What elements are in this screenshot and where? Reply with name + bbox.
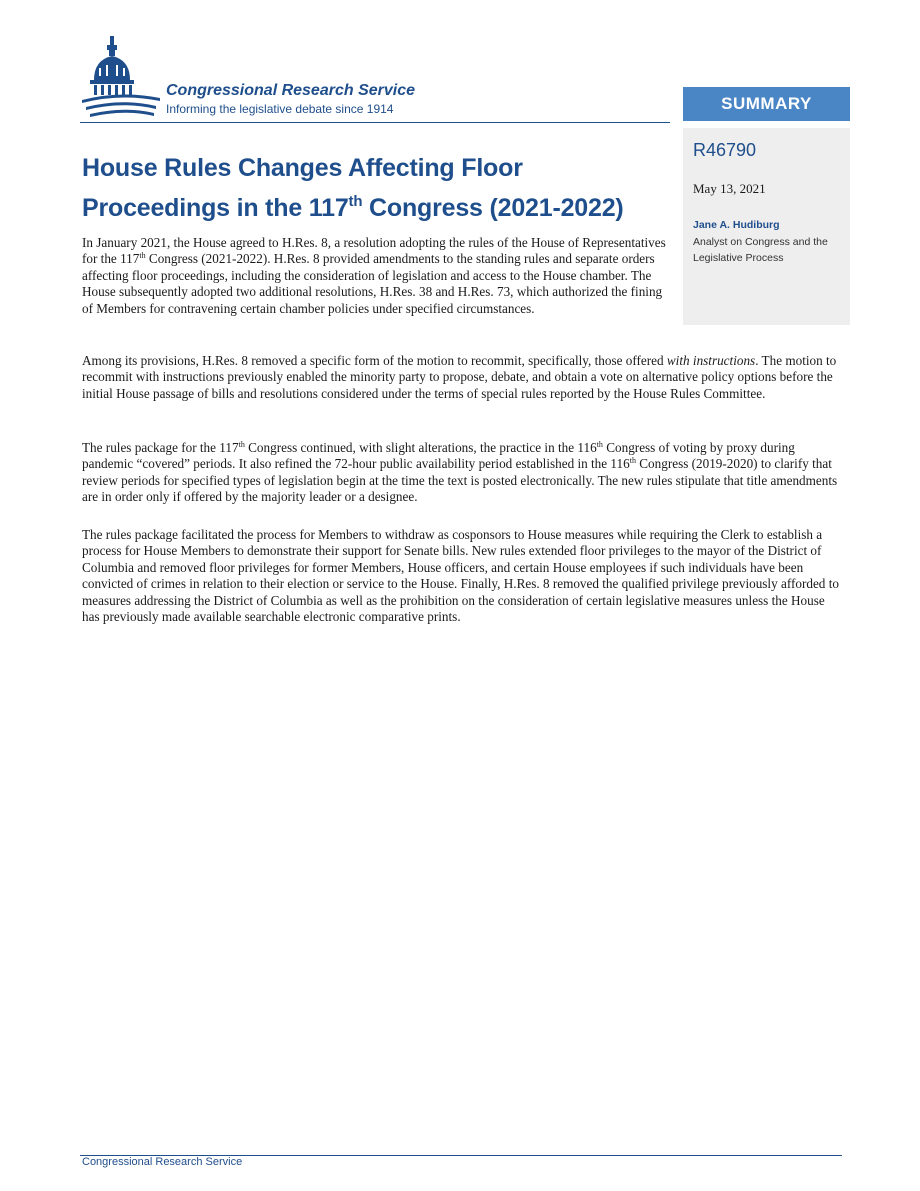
summary-banner: SUMMARY <box>683 87 850 121</box>
header-divider <box>80 122 670 123</box>
p1-superscript: th <box>139 251 146 261</box>
p3-text-d: Congress (2019-2020) to clarify that review periods for specified types of legislation begin at the time the text is posted electronically. The new rules stipulate that title amendments are in order only if offered by the majority leader or a designee. <box>82 456 838 505</box>
footer-text: Congressional Research Service <box>82 1156 243 1168</box>
page-title <box>82 148 682 228</box>
p1-text-a: In January 2021, the House agreed to H.Res. 8, a resolution adopting the rules of the House of Representatives for the 117 <box>82 235 666 267</box>
p3-superscript-2: th <box>596 440 603 449</box>
p3-text-a: The rules package for the 117 <box>82 440 239 455</box>
summary-paragraph-4: The rules package facilitated the process for Members to withdraw as cosponsors to House measures while requiring the Clerk to establish a process for House Members to demonstrate their support for Senate bills. New rules extended floor privileges to the mayor of the District of Columbia and removed floor privileges for former Members, House officers, and certain House employees if such individuals have been convicted of crimes in relation to their election or service to the House. Finally, H.Res. 8 removed the qualified privilege previously afforded to measures addressing the District of Columbia as well as the prohibition on the consideration of certain legislative measures unless the House has previously made available searchable electronic comparative prints. <box>82 527 839 625</box>
capitol-dome-icon <box>80 34 170 120</box>
title-superscript: th <box>348 193 363 210</box>
p1-text-b: Congress (2021-2022). H.Res. 8 provided amendments to the standing rules and separate orders affecting floor proceedings, including the consideration of legislation and access to the House chamber. The House subsequently adopted two additional resolutions, H.Res. 38 and H.Res. 73, which authorized the fining of Members for contravening certain chamber policies under specified circumstances. <box>82 251 663 316</box>
p3-text-c: Congress of voting by proxy during pandemic “covered” periods. It also refined the 72-hour public availability period established in the 116 <box>82 440 795 472</box>
p2-emphasis: with instructions <box>666 353 756 368</box>
title-line-1: House Rules Changes Affecting Floor <box>82 154 523 182</box>
org-tagline: Informing the legislative debate since 1914 <box>166 102 394 116</box>
report-date: May 13, 2021 <box>693 181 766 196</box>
p2-text-b: . The motion to recommit with instructions previously enabled the minority party to propose, debate, and obtain a vote on alternative policy options before the initial House passage of bills and resolutions considered under the terms of special rules reported by the House Rules Committee. <box>82 353 837 401</box>
p3-superscript-1: th <box>238 440 245 449</box>
summary-paragraph-2 <box>82 353 844 402</box>
author-title: Analyst on Congress and the Legislative Process <box>693 236 828 264</box>
summary-paragraph-1 <box>82 235 667 317</box>
title-line-2-start: Proceedings in the 117 <box>82 194 349 222</box>
author-name: Jane A. Hudiburg <box>693 219 780 231</box>
summary-paragraph-3 <box>82 440 844 506</box>
p2-text-a: Among its provisions, H.Res. 8 removed a specific form of the motion to recommit, specifically, those offered <box>82 353 667 368</box>
p3-text-b: Congress continued, with slight alterations, the practice in the 116 <box>244 440 597 455</box>
org-name: Congressional Research Service <box>166 82 416 99</box>
report-number: R46790 <box>693 140 757 160</box>
title-line-2-end: Congress (2021-2022) <box>362 194 624 222</box>
p3-superscript-3: th <box>629 456 636 466</box>
